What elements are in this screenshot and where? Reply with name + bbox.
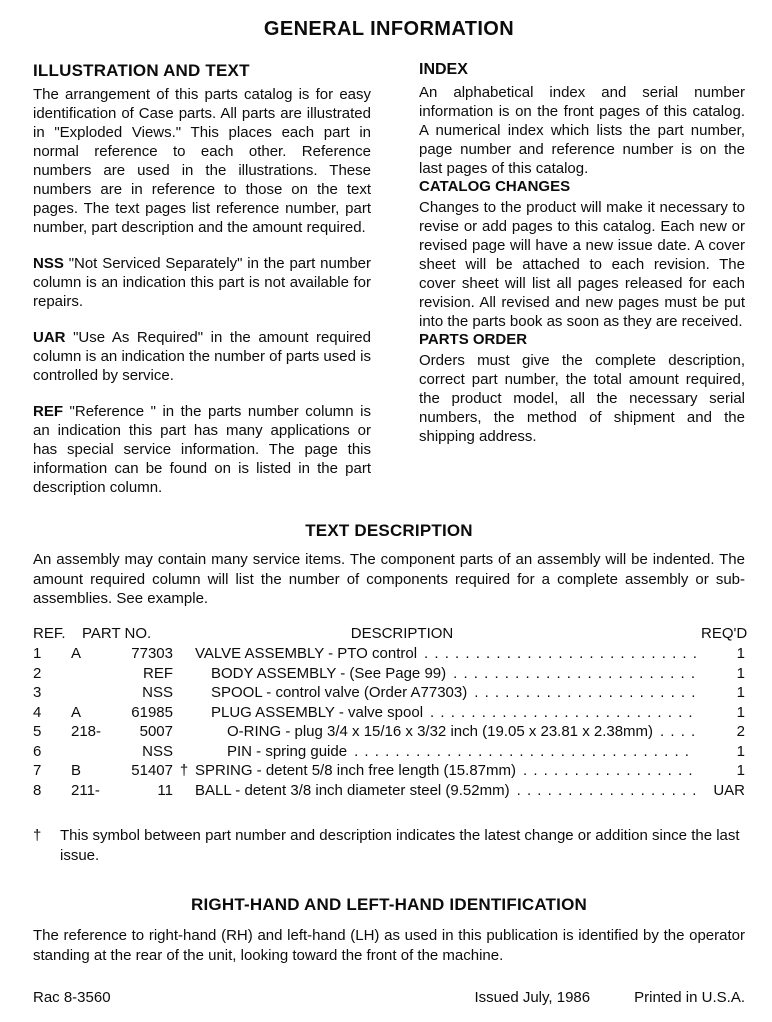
description-text: SPOOL - control valve (Order A77303) bbox=[211, 684, 468, 701]
cell-description bbox=[195, 683, 701, 703]
nss-term-paragraph bbox=[33, 254, 371, 311]
cell-part-prefix: A bbox=[71, 703, 82, 721]
change-dagger-mark: † bbox=[179, 762, 189, 779]
cell-ref-number: 1 bbox=[33, 645, 42, 662]
dagger-footnote-text: This symbol between part number and description indicates the latest change or addition since the last issue. bbox=[60, 827, 740, 864]
cell-part-prefix: A bbox=[71, 645, 82, 662]
description-text: PLUG ASSEMBLY - valve spool bbox=[211, 703, 424, 721]
uar-term-text: "Use As Required" in the amount required column is an indication the number of parts used is controlled by service. bbox=[33, 329, 371, 384]
right-column-sections bbox=[419, 61, 745, 497]
cell-reqd-amount: 1 bbox=[736, 684, 745, 701]
cell-part-number: REF bbox=[143, 664, 173, 682]
dotted-leader bbox=[453, 664, 696, 684]
description-text: VALVE ASSEMBLY - PTO control bbox=[195, 645, 418, 662]
cell-ref-number: 4 bbox=[33, 703, 42, 721]
dotted-leader bbox=[474, 683, 696, 703]
catalog-changes-paragraph: Changes to the product will make it necessary to revise or add pages to this catalog. Each new or revised page will have a new issue date. A cover sheet will be attached to each revision. The cover sheet will list all pages released for each revision. All revised and new pages must be put into the parts book as soon as they are received. bbox=[419, 199, 745, 330]
dagger-footnote-symbol: † bbox=[33, 827, 42, 844]
cell-part-prefix: B bbox=[71, 762, 82, 779]
cell-part-number: NSS bbox=[142, 742, 173, 760]
cell-ref-number: 6 bbox=[33, 742, 42, 760]
cell-reqd-amount: 1 bbox=[736, 645, 745, 662]
catalog-changes-heading: CATALOG CHANGES bbox=[419, 178, 571, 195]
cell-description bbox=[195, 742, 701, 762]
printed-in: Printed in U.S.A. bbox=[634, 989, 745, 1006]
description-text: O-RING - plug 3/4 x 15/16 x 3/32 inch (19.05 x 23.81 x 2.38mm) bbox=[227, 723, 654, 740]
parts-example-table bbox=[33, 624, 748, 801]
cell-part-number: 61985 bbox=[131, 703, 173, 721]
table-row bbox=[33, 742, 745, 762]
illustration-and-text-heading: ILLUSTRATION AND TEXT bbox=[33, 61, 250, 80]
cell-ref-number: 8 bbox=[33, 781, 42, 799]
catalog-changes-section bbox=[419, 178, 745, 331]
index-heading: INDEX bbox=[419, 61, 468, 78]
dotted-leader bbox=[523, 761, 696, 781]
table-row bbox=[33, 761, 745, 781]
parts-table-rows bbox=[33, 644, 745, 800]
cell-description bbox=[195, 781, 701, 801]
cell-ref-number: 3 bbox=[33, 684, 42, 701]
cell-part-prefix: 218- bbox=[71, 723, 102, 740]
cell-description bbox=[195, 761, 701, 781]
table-row bbox=[33, 664, 745, 684]
dotted-leader bbox=[424, 644, 696, 664]
ref-term-label: REF bbox=[33, 403, 63, 420]
table-row bbox=[33, 644, 745, 664]
uar-term-paragraph bbox=[33, 328, 371, 385]
dotted-leader bbox=[660, 722, 696, 742]
cell-part-number: 51407 bbox=[131, 762, 173, 779]
cell-ref-number: 7 bbox=[33, 762, 42, 779]
footer-right-group bbox=[474, 989, 745, 1006]
document-number: Rac 8-3560 bbox=[33, 989, 111, 1006]
issued-date: Issued July, 1986 bbox=[474, 989, 591, 1006]
uar-term-label: UAR bbox=[33, 329, 66, 346]
parts-order-section bbox=[419, 331, 745, 446]
cell-reqd-amount: UAR bbox=[713, 781, 745, 799]
two-column-section bbox=[33, 61, 745, 497]
cell-description bbox=[195, 703, 701, 723]
description-text: SPRING - detent 5/8 inch free length (15.87mm) bbox=[195, 762, 516, 779]
illustration-and-text-section bbox=[33, 61, 371, 497]
cell-ref-number: 5 bbox=[33, 723, 42, 740]
table-row bbox=[33, 781, 745, 801]
parts-order-heading: PARTS ORDER bbox=[419, 331, 528, 348]
header-part-no: PART NO. bbox=[82, 624, 152, 642]
cell-part-number: 5007 bbox=[139, 723, 173, 740]
header-description: DESCRIPTION bbox=[350, 624, 454, 642]
nss-term-text: "Not Serviced Separately" in the part number column is an indication this part is not available for repairs. bbox=[33, 255, 371, 310]
dotted-leader bbox=[430, 703, 696, 723]
text-description-heading: TEXT DESCRIPTION bbox=[305, 521, 473, 540]
cell-reqd-amount: 1 bbox=[736, 762, 745, 779]
dotted-leader bbox=[354, 742, 696, 762]
rh-lh-identification-heading: RIGHT-HAND AND LEFT-HAND IDENTIFICATION bbox=[191, 895, 587, 914]
table-row bbox=[33, 683, 745, 703]
cell-description bbox=[195, 644, 701, 664]
dagger-footnote bbox=[33, 826, 745, 865]
cell-reqd-amount: 1 bbox=[736, 703, 745, 721]
index-section bbox=[419, 61, 745, 178]
dotted-leader bbox=[517, 781, 696, 801]
cell-reqd-amount: 1 bbox=[736, 664, 745, 682]
rh-lh-identification-paragraph: The reference to right-hand (RH) and left-hand (LH) as used in this publication is identified by the operator standing at the rear of the unit, looking toward the front of the machine. bbox=[33, 927, 745, 964]
cell-reqd-amount: 1 bbox=[736, 742, 745, 760]
text-description-intro: An assembly may contain many service items. The component parts of an assembly will be indented. The amount required column will list the number of components required for a complete assembly or sub-assemblies. See example. bbox=[33, 551, 745, 607]
illustration-and-text-paragraph: The arrangement of this parts catalog is for easy identification of Case parts. All parts are illustrated in "Exploded Views." This places each part in normal reference to each other. Reference numbers are used in the illustrations. These numbers are in reference to those on the text pages. The text pages list reference number, part number, part description and the amount required. bbox=[33, 86, 371, 236]
cell-description bbox=[195, 664, 701, 684]
table-row bbox=[33, 703, 745, 723]
description-text: BALL - detent 3/8 inch diameter steel (9.52mm) bbox=[195, 781, 510, 799]
cell-reqd-amount: 2 bbox=[736, 723, 745, 740]
header-reqd: REQ'D bbox=[701, 624, 748, 642]
page-title: GENERAL INFORMATION bbox=[263, 18, 515, 40]
ref-term-paragraph bbox=[33, 402, 371, 497]
description-text: PIN - spring guide bbox=[227, 742, 348, 760]
cell-part-prefix: 211- bbox=[71, 781, 100, 799]
cell-part-number: 77303 bbox=[131, 645, 173, 662]
ref-term-text: "Reference " in the parts number column is an indication this part has many applications or has special service information. The page this information can be found on is listed in the part description column. bbox=[33, 403, 371, 496]
parts-order-paragraph: Orders must give the complete description, correct part number, the total amount required, the product model, all the necessary serial numbers, the method of shipment and the shipping address. bbox=[419, 352, 745, 445]
header-ref: REF. bbox=[33, 624, 66, 642]
index-paragraph: An alphabetical index and serial number information is on the front pages of this catalog. A numerical index which lists the part number, page number and reference number is on the last pages of this catalog. bbox=[419, 84, 745, 177]
parts-table-header bbox=[33, 624, 748, 644]
cell-part-number: 11 bbox=[157, 781, 173, 799]
table-row bbox=[33, 722, 745, 742]
nss-term-label: NSS bbox=[33, 255, 64, 272]
cell-description bbox=[195, 722, 701, 742]
cell-part-number: NSS bbox=[142, 684, 173, 701]
cell-ref-number: 2 bbox=[33, 664, 42, 682]
description-text: BODY ASSEMBLY - (See Page 99) bbox=[211, 664, 447, 682]
